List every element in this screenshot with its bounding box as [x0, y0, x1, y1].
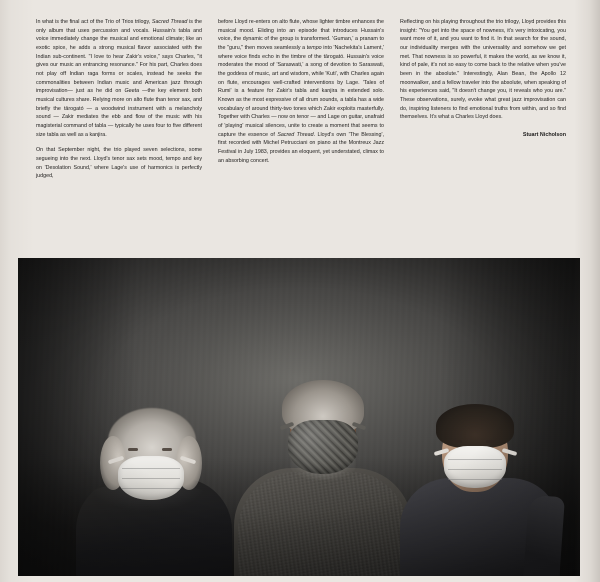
- face-mask: [288, 420, 358, 474]
- mask-pleat: [448, 479, 503, 480]
- eye-left: [452, 440, 462, 443]
- figure-charles-lloyd: [70, 408, 238, 576]
- mask-pleat: [122, 468, 180, 469]
- article-column-2: [218, 18, 384, 181]
- mask-pleat: [448, 469, 503, 470]
- eye-right: [486, 440, 496, 443]
- coat-texture: [238, 472, 408, 576]
- paragraph: Reflecting on his playing throughout the trio trilogy, Lloyd provides this insight: "You get into the space of nowness, it's very intoxicating, you want more of it, and you want to find it. In that search for the sound, our individuality merges with the universality and somehow we get met. That nowness is so powerful, it makes the world, as we know it, kind of pale, it's not so easy to come back to the relative when you've been in the absolute." Interestingly, Alan Bean, the Apollo 12 moonwalker, and a fellow traveler into the absolute, when speaking of his experiences said, "It doesn't change you, it reveals who you are." These observations, surely, evoke what great jazz improvisation can do, inspiring listeners to find emotional truths from within, and so find themselves. It's what a Charles Lloyd does.: [400, 19, 566, 121]
- band-photograph: [18, 258, 580, 576]
- mask-pleat: [122, 478, 180, 479]
- hair: [436, 404, 514, 448]
- face-mask: [444, 446, 506, 488]
- figure-zakir-hussain: [234, 380, 412, 576]
- article-byline: Stuart Nicholson: [522, 131, 566, 138]
- paragraph: before Lloyd re-enters on alto flute, whose lighter timbre enhances the musical mood. Eliding into an episode that introduces Hussain's voice, the dynamic of the group is transformed. 'Guman,' a pranam to the "guru," then moves seamlessly a tempo into 'Nachekita's Lament,' where voice finds echo in the timbre of the tārogató. Hussain's voice moderates the mood of 'Saraswati,' a song of devotion to Saraswati, the goddess of music, art and wisdom, while 'Kuti', with Charles again on flute, encourages well-crafted interventions by Lage. 'Tales of Rumi' is a feature for Zakir's tabla and kanjira in extended solo. Known as the most expressive of all drum sounds, a tabla has a wide vocabulary of around thirty-two tones which Zakir exploits masterfully. Together with Charles — now on tenor — and Lage on guitar, unafraid of 'playing' musical silences, unite to create a moment that seems to capture the essence of Sacred Thread. Lloyd's own 'The Blessing', first recorded with Michel Petrucciani on piano at the Montreux Jazz Festival in July 1983, provides an eloquent, yet understated, climax to an absorbing concert.: [218, 19, 384, 164]
- eye-right: [162, 448, 172, 451]
- article-body: [36, 18, 566, 181]
- mask-pleat: [448, 459, 503, 460]
- paragraph: In what is the final act of the Trio of Trios trilogy, Sacred Thread is the only album that uses percussion and vocals. Hussain's tabla and voice immediately change the musical and emotional climate; like an exotic spice, he adds a strong musical flavor associated with the Indian sub-continent. "I love to hear Zakir's voice," says Charles, "it gives our music an entrancing resonance." For his part, Charles does not play off Indian raga forms or scales, instead he seeks the commonalities between Indian music and American jazz through improvisation— just as he did on Geeta —the key element both musical cultures share. Relying more on alto flute than tenor sax, and briefly the tārogató — a woodwind instrument with a melancholy sound — Zakir mediates the ebb and flow of the music with his magisterial command of tabla — typically he uses four to five different size tabla as well as a kanjira.: [36, 19, 202, 138]
- article-column-1: [36, 18, 202, 181]
- photo-content: [18, 258, 580, 576]
- arm-right: [523, 495, 565, 576]
- eye-left: [128, 448, 138, 451]
- face-mask: [118, 456, 184, 500]
- paragraph: On that September night, the trio played seven selections, some segueing into the next. Lloyd's tenor sax sets mood, tempo and key on 'Desolation Sound,' where Lage's use of harmonics is perfectly judged,: [36, 147, 202, 180]
- article-column-3: [400, 18, 566, 181]
- figure-julian-lage: [398, 404, 562, 576]
- mask-pleat: [122, 488, 180, 489]
